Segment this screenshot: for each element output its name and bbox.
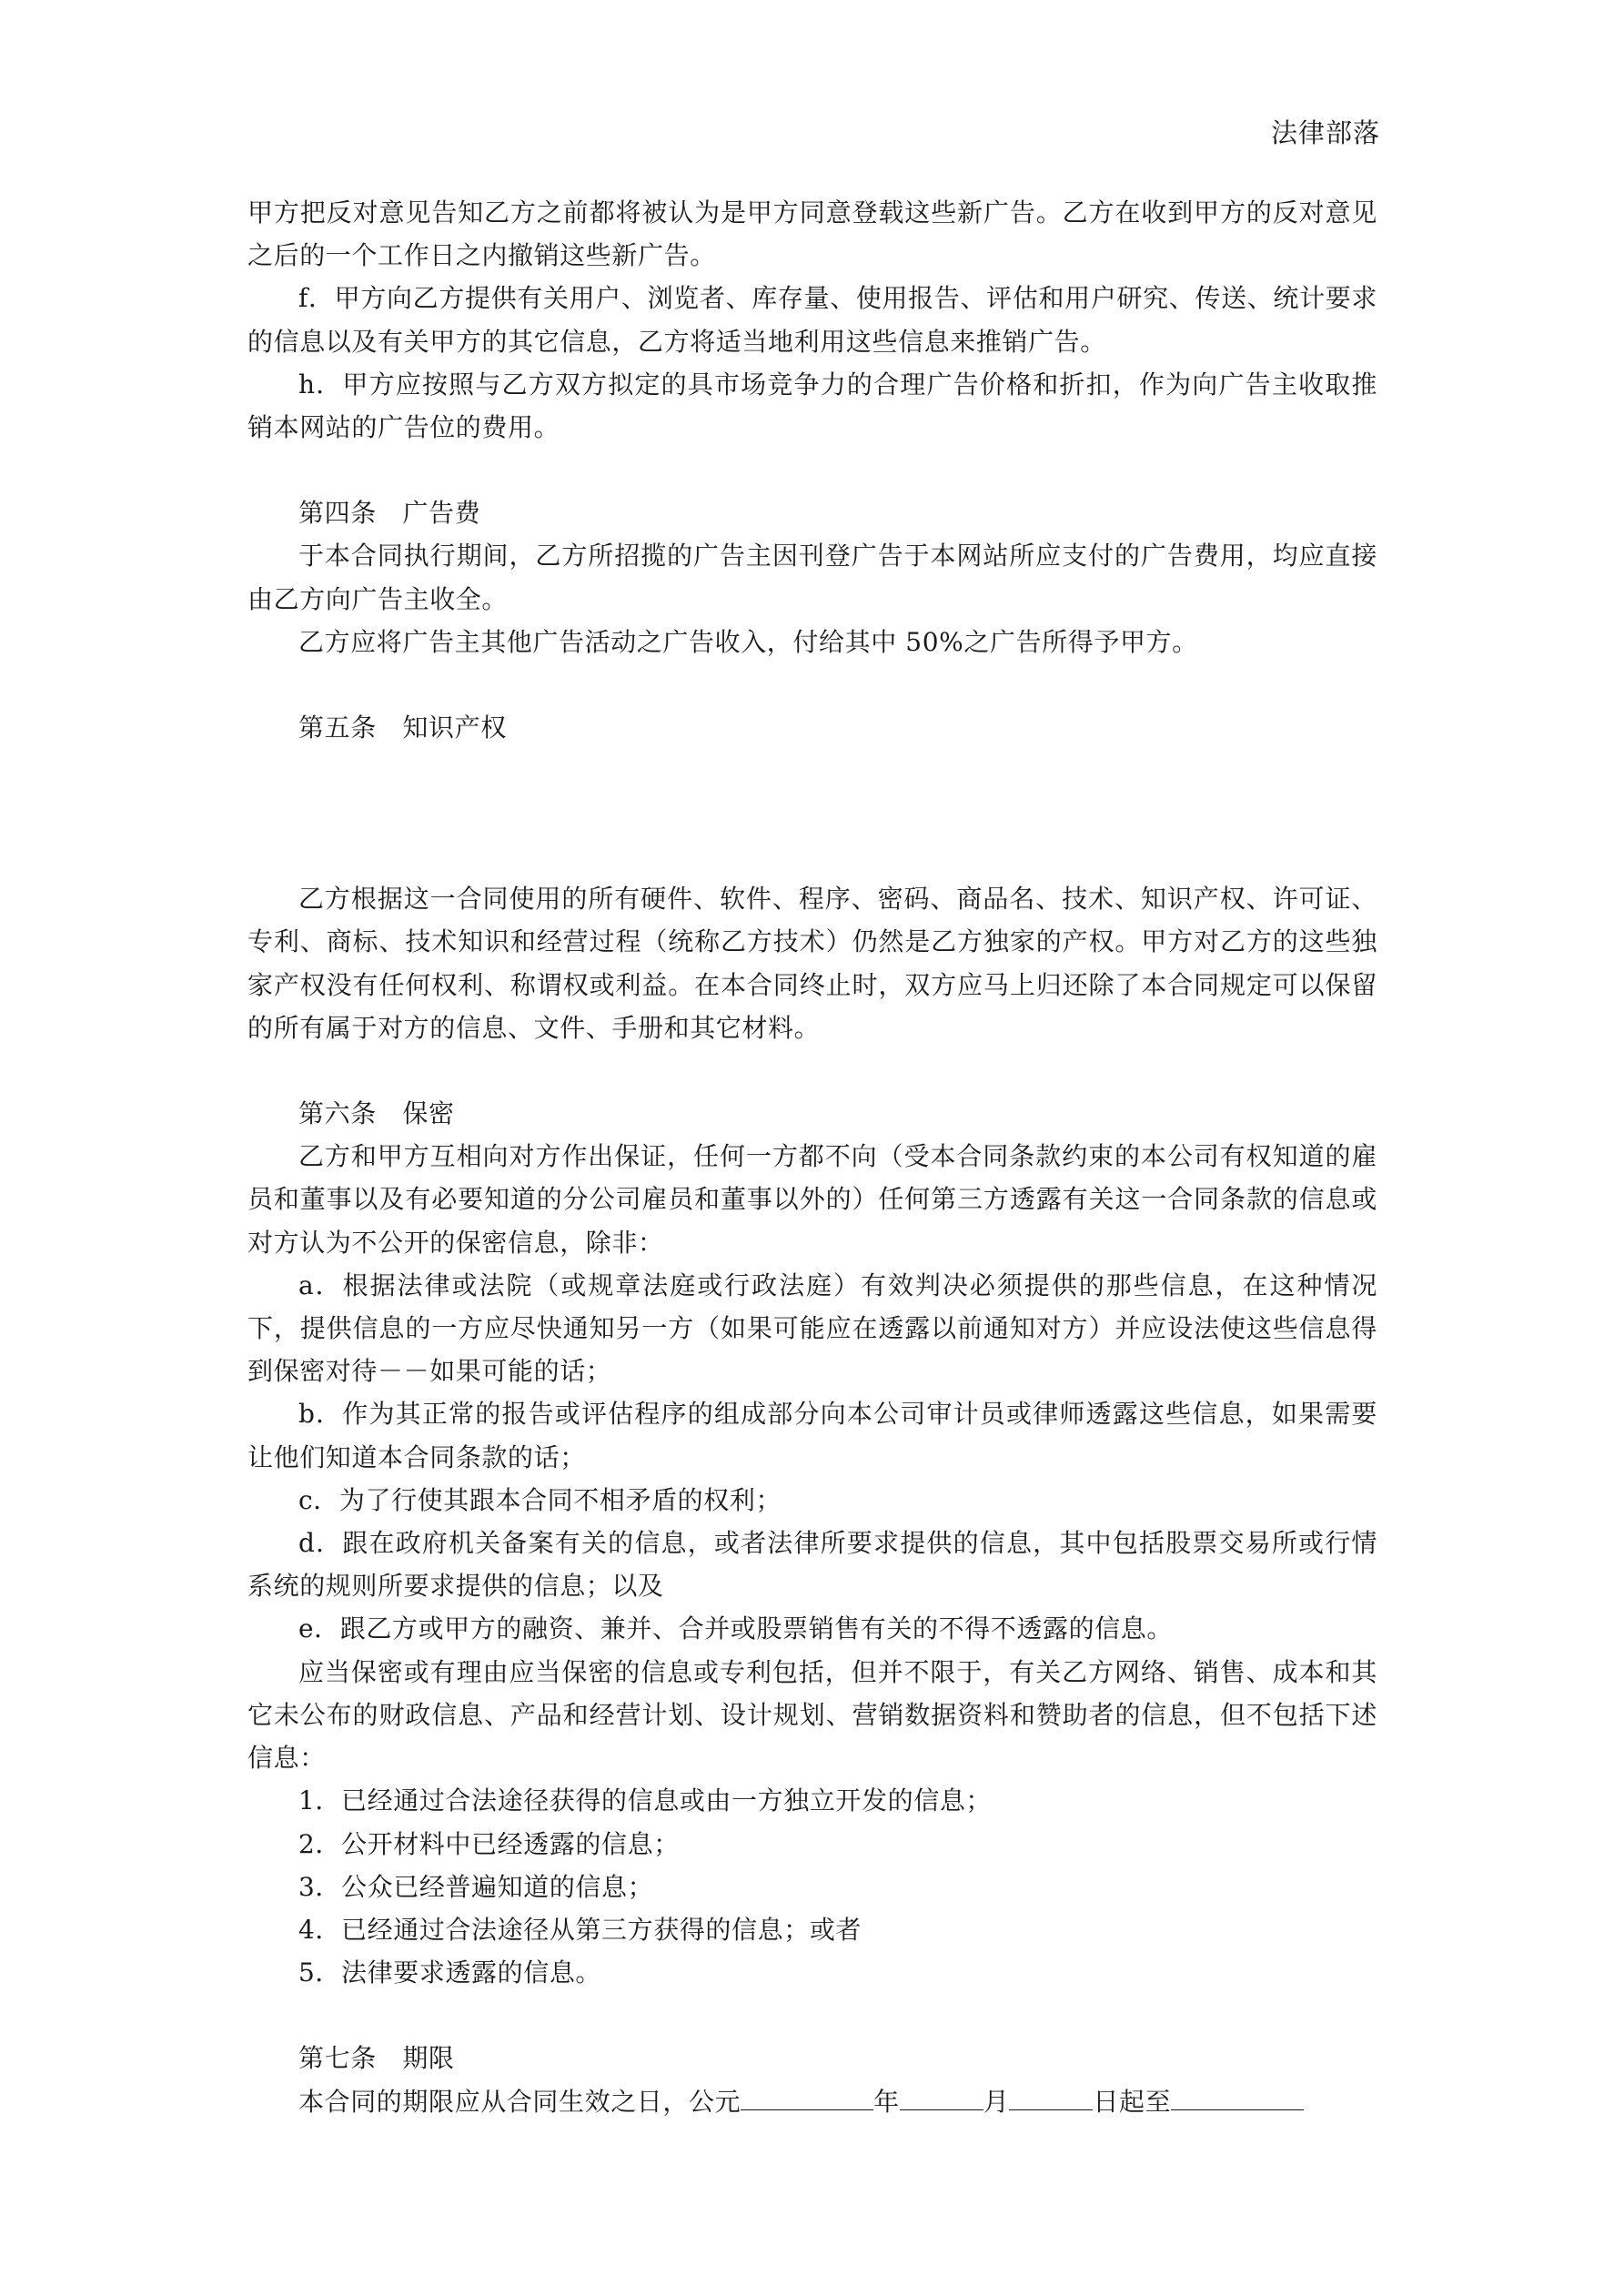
day-label: 日起至 xyxy=(1093,2086,1172,2117)
blank-start-day xyxy=(1009,2082,1093,2109)
clause-f: f．甲方向乙方提供有关用户、浏览者、库存量、使用报告、评估和用户研究、传送、统计要求的信息以及有关甲方的其它信息，乙方将适当地利用这些信息来推销广告。 xyxy=(247,283,1377,357)
exclusion-item-2: 2．公开材料中已经透露的信息； xyxy=(298,1828,680,1859)
blank-start-month xyxy=(900,2082,983,2109)
blank-end-date xyxy=(1171,2082,1304,2109)
article-6-scope: 应当保密或有理由应当保密的信息或专利包括，但并不限于，有关乙方网络、销售、成本和其它未公布的财政信息、产品和经营计划、设计规划、营销数据资料和赞助者的信息，但不包括下述信息： xyxy=(247,1656,1377,1774)
paragraph-continuation: 甲方把反对意见告知乙方之前都将被认为是甲方同意登载这些新广告。乙方在收到甲方的反对意见之后的一个工作日之内撤销这些新广告。 xyxy=(247,197,1377,271)
article-5-heading: 第五条 知识产权 xyxy=(298,713,507,743)
blank-start-year xyxy=(741,2082,873,2109)
year-label: 年 xyxy=(873,2086,900,2117)
article-4-paragraph-2: 乙方应将广告主其他广告活动之广告收入，付给其中 50%之广告所得予甲方。 xyxy=(298,626,1198,657)
article-6-intro: 乙方和甲方互相向对方作出保证，任何一方都不向（受本合同条款约束的本公司有权知道的雇员和董事以及有必要知道的分公司雇员和董事以外的）任何第三方透露有关这一合同条款的信息或对方认为不公开的保密信息，除非： xyxy=(247,1141,1377,1258)
contract-body xyxy=(247,191,1377,2123)
page-header-title: 法律部落 xyxy=(1270,117,1380,148)
article-6-item-e: e．跟乙方或甲方的融资、兼并、合并或股票销售有关的不得不透露的信息。 xyxy=(298,1613,1173,1644)
article-6-item-c: c．为了行使其跟本合同不相矛盾的权利； xyxy=(298,1484,782,1515)
term-line-prefix: 本合同的期限应从合同生效之日，公元 xyxy=(298,2086,741,2117)
article-6-item-b: b．作为其正常的报告或评估程序的组成部分向本公司审计员或律师透露这些信息，如果需要让他们知道本合同条款的话； xyxy=(247,1399,1377,1472)
article-6-item-a: a．根据法律或法院（或规章法庭或行政法庭）有效判决必须提供的那些信息，在这种情况下，提供信息的一方应尽快通知另一方（如果可能应在透露以前通知对方）并应设法使这些信息得到保密对待－－如果可能的话； xyxy=(247,1269,1377,1387)
article-5-paragraph: 乙方根据这一合同使用的所有硬件、软件、程序、密码、商品名、技术、知识产权、许可证、专利、商标、技术知识和经营过程（统称乙方技术）仍然是乙方独家的产权。甲方对乙方的这些独家产权没有任何权利、称谓权或利益。在本合同终止时，双方应马上归还除了本合同规定可以保留的所有属于对方的信息、文件、手册和其它材料。 xyxy=(247,884,1377,1043)
article-7-term-line xyxy=(247,2080,1377,2123)
month-label: 月 xyxy=(983,2086,1010,2117)
clause-h: h．甲方应按照与乙方双方拟定的具市场竞争力的合理广告价格和折扣，作为向广告主收取推销本网站的广告位的费用。 xyxy=(247,369,1377,443)
exclusion-item-5: 5．法律要求透露的信息。 xyxy=(298,1957,602,1988)
article-6-item-d: d．跟在政府机关备案有关的信息，或者法律所要求提供的信息，其中包括股票交易所或行情系统的规则所要求提供的信息；以及 xyxy=(247,1528,1377,1602)
exclusion-item-4: 4．已经通过合法途径从第三方获得的信息；或者 xyxy=(298,1914,862,1945)
article-7-heading: 第七条 期限 xyxy=(298,2043,455,2074)
article-4-paragraph-1: 于本合同执行期间，乙方所招揽的广告主因刊登广告于本网站所应支付的广告费用，均应直接由乙方向广告主收全。 xyxy=(247,541,1377,614)
exclusion-item-1: 1．已经通过合法途径获得的信息或由一方独立开发的信息； xyxy=(298,1785,993,1816)
exclusion-item-3: 3．公众已经普遍知道的信息； xyxy=(298,1871,654,1902)
article-4-heading: 第四条 广告费 xyxy=(298,498,481,529)
article-6-heading: 第六条 保密 xyxy=(298,1098,455,1129)
